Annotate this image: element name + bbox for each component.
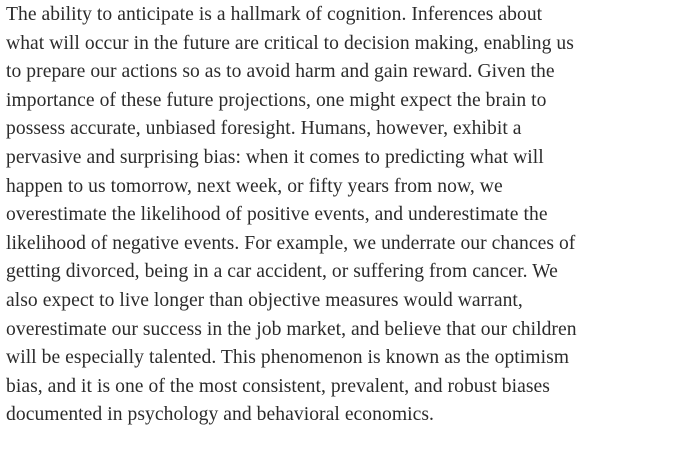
paragraph-line-11: also expect to live longer than objective measures would warrant,	[6, 289, 523, 311]
paragraph-line-14: bias, and it is one of the most consistent, prevalent, and robust biases	[6, 375, 550, 397]
paragraph-line-9: likelihood of negative events. For example, we underrate our chances of	[6, 232, 576, 254]
paragraph-line-13: will be especially talented. This phenomenon is known as the optimism	[6, 347, 570, 369]
paragraph-line-10: getting divorced, being in a car accident, or suffering from cancer. We	[6, 261, 558, 283]
paragraph-line-15: documented in psychology and behavioral economics.	[6, 404, 435, 426]
paragraph-line-7: happen to us tomorrow, next week, or fifty years from now, we	[6, 175, 503, 197]
paragraph-line-2: what will occur in the future are critical to decision making, enabling us	[6, 32, 574, 54]
paragraph-line-6: pervasive and surprising bias: when it comes to predicting what will	[6, 146, 544, 168]
paragraph-line-8: overestimate the likelihood of positive events, and underestimate the	[6, 204, 548, 226]
paragraph-line-4: importance of these future projections, one might expect the brain to	[6, 89, 547, 111]
article-paragraph	[6, 1, 680, 430]
paragraph-line-1: The ability to anticipate is a hallmark of cognition. Inferences about	[6, 4, 543, 25]
paragraph-line-12: overestimate our success in the job market, and believe that our children	[6, 318, 577, 340]
paragraph-line-5: possess accurate, unbiased foresight. Humans, however, exhibit a	[6, 118, 522, 140]
paragraph-line-3: to prepare our actions so as to avoid harm and gain reward. Given the	[6, 61, 555, 83]
